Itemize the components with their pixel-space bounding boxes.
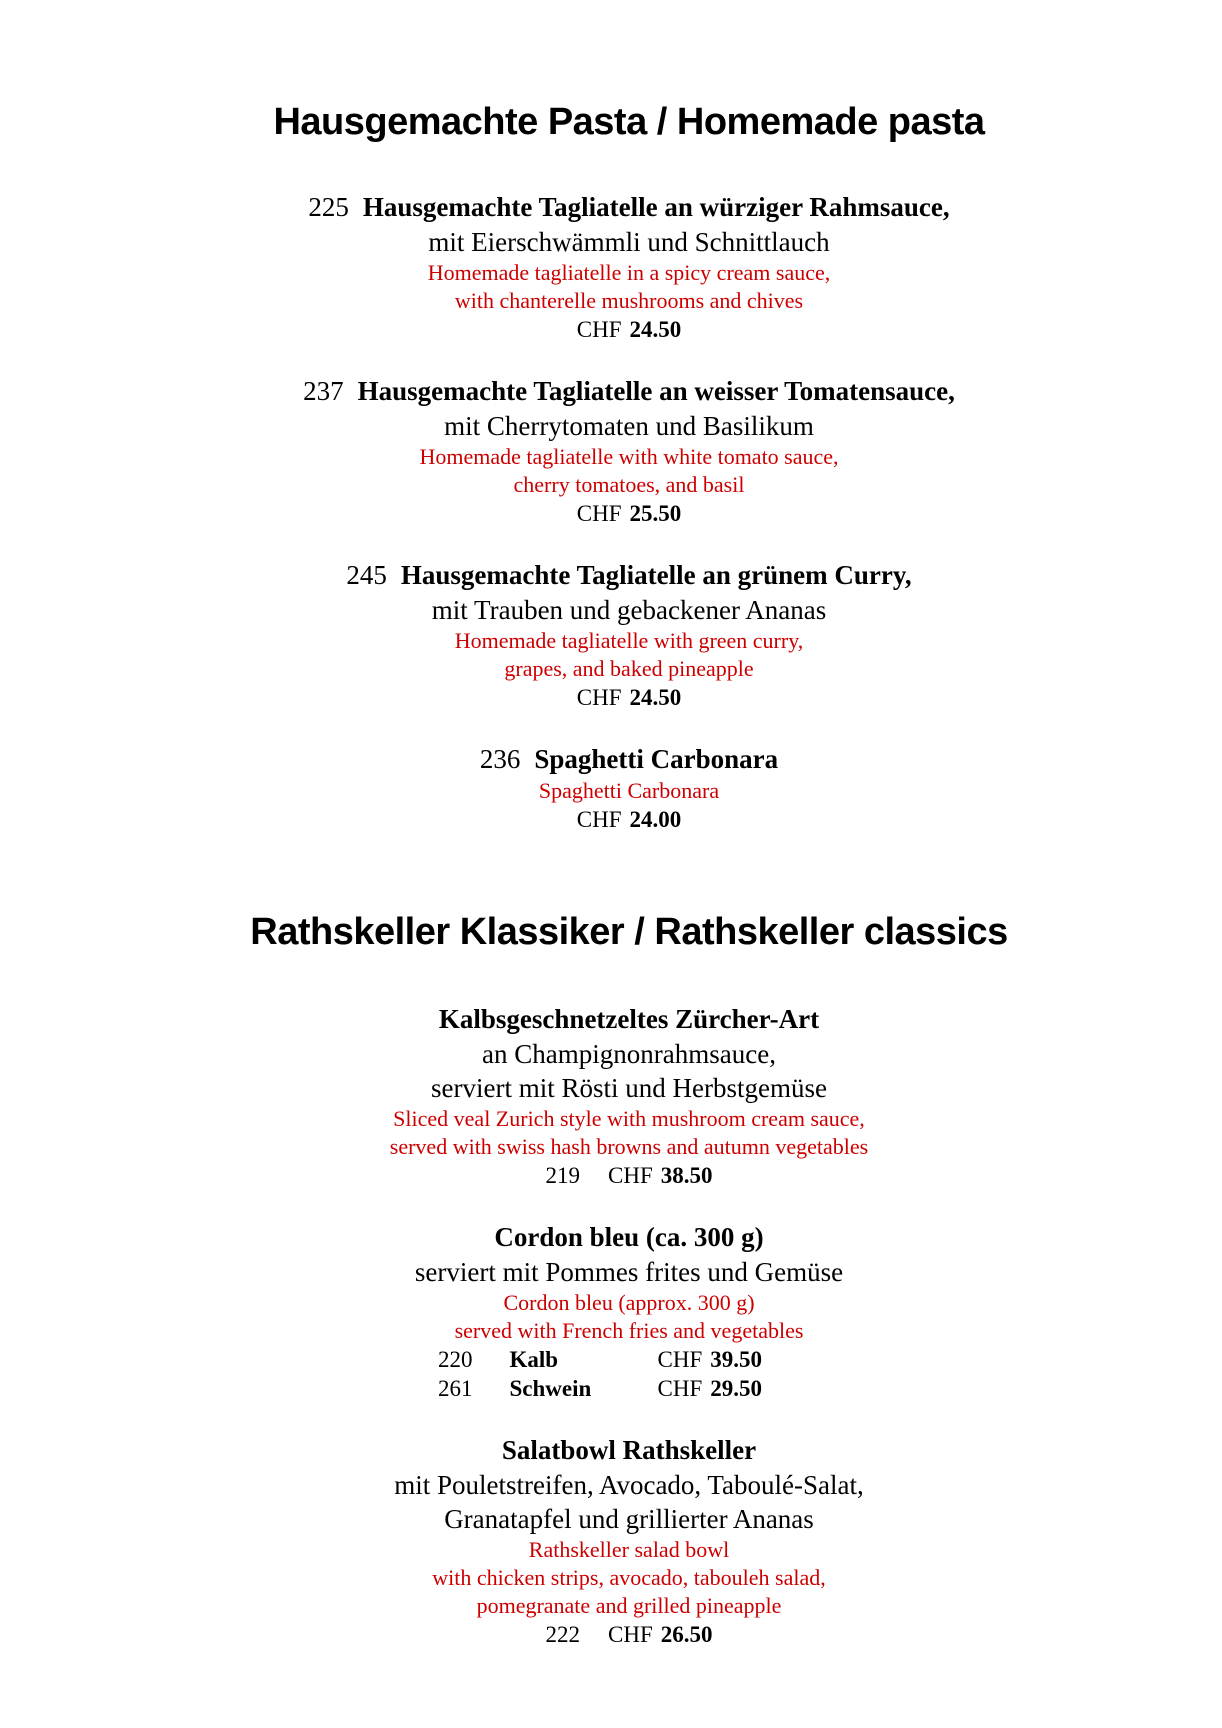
menu-item-tagliatelle-curry bbox=[36, 558, 1222, 712]
item-desc-en: served with swiss hash browns and autumn vegetables bbox=[389, 1134, 869, 1159]
price-amount: 38.50 bbox=[660, 1163, 713, 1188]
price-currency: CHF bbox=[608, 1622, 653, 1647]
price-amount: 26.50 bbox=[660, 1622, 713, 1647]
item-desc-de: serviert mit Rösti und Herbstgemüse bbox=[431, 1073, 827, 1103]
item-price bbox=[36, 683, 1222, 712]
item-price bbox=[36, 499, 1222, 528]
item-title-line bbox=[36, 1002, 1222, 1037]
item-title: Hausgemachte Tagliatelle an grünem Curry, bbox=[400, 560, 912, 590]
item-code: 225 bbox=[308, 192, 349, 222]
item-title-line bbox=[36, 742, 1222, 777]
item-title: Hausgemachte Tagliatelle an würziger Rahmsauce, bbox=[362, 192, 950, 222]
item-title-line bbox=[36, 558, 1222, 593]
item-desc-en: with chanterelle mushrooms and chives bbox=[454, 288, 804, 313]
item-desc-de: serviert mit Pommes frites und Gemüse bbox=[414, 1257, 844, 1287]
price-amount: 24.50 bbox=[629, 317, 682, 342]
menu-item-cordon-bleu bbox=[36, 1220, 1222, 1403]
item-desc-en: cherry tomatoes, and basil bbox=[513, 472, 745, 497]
item-desc-en: Homemade tagliatelle in a spicy cream sauce, bbox=[427, 260, 831, 285]
item-title-line bbox=[36, 190, 1222, 225]
item-price bbox=[36, 805, 1222, 834]
item-desc-de: mit Trauben und gebackener Ananas bbox=[431, 595, 827, 625]
price-currency: CHF bbox=[608, 1163, 653, 1188]
item-title-line bbox=[36, 1220, 1222, 1255]
menu-item-tagliatelle-tomatensauce bbox=[36, 374, 1222, 528]
item-title: Spaghetti Carbonara bbox=[534, 744, 779, 774]
menu-item-tagliatelle-rahmsauce bbox=[36, 190, 1222, 344]
item-code: 236 bbox=[479, 744, 521, 774]
item-code: 237 bbox=[303, 376, 344, 406]
item-title: Salatbowl Rathskeller bbox=[501, 1435, 757, 1465]
item-price bbox=[658, 1345, 798, 1374]
item-code: 245 bbox=[346, 560, 387, 590]
price-currency: CHF bbox=[657, 1347, 703, 1372]
item-desc-de: mit Pouletstreifen, Avocado, Taboulé-Salat, bbox=[394, 1470, 864, 1500]
item-desc-en: served with French fries and vegetables bbox=[454, 1318, 804, 1343]
item-desc-en: with chicken strips, avocado, tabouleh salad, bbox=[432, 1565, 826, 1590]
section-title-klassiker: Rathskeller Klassiker / Rathskeller classics bbox=[250, 911, 1008, 953]
price-amount: 25.50 bbox=[629, 501, 682, 526]
price-amount: 39.50 bbox=[710, 1347, 762, 1372]
variant-row-schwein bbox=[22, 1374, 1208, 1403]
item-price bbox=[36, 1161, 1222, 1190]
menu-item-spaghetti-carbonara bbox=[36, 742, 1222, 834]
item-desc-en: pomegranate and grilled pineapple bbox=[476, 1593, 782, 1618]
price-currency: CHF bbox=[657, 1376, 703, 1401]
item-code: 222 bbox=[545, 1622, 580, 1647]
item-code: 220 bbox=[438, 1347, 473, 1372]
item-title-line bbox=[36, 374, 1222, 409]
price-amount: 24.50 bbox=[629, 685, 682, 710]
item-desc-en: grapes, and baked pineapple bbox=[504, 656, 754, 681]
item-desc-en: Cordon bleu (approx. 300 g) bbox=[503, 1290, 755, 1315]
item-title: Hausgemachte Tagliatelle an weisser Tomatensauce, bbox=[357, 376, 955, 406]
item-title: Kalbsgeschnetzeltes Zürcher-Art bbox=[438, 1004, 820, 1034]
price-amount: 24.00 bbox=[629, 807, 682, 832]
item-desc-de: Granatapfel und grillierter Ananas bbox=[444, 1504, 814, 1534]
item-desc-en: Rathskeller salad bowl bbox=[528, 1537, 730, 1562]
price-amount: 29.50 bbox=[710, 1376, 762, 1401]
variant-label: Kalb bbox=[509, 1347, 559, 1372]
item-desc-en: Spaghetti Carbonara bbox=[538, 778, 720, 803]
item-desc-de: an Champignonrahmsauce, bbox=[482, 1039, 776, 1069]
item-desc-en: Sliced veal Zurich style with mushroom cream sauce, bbox=[393, 1106, 865, 1131]
item-desc-en: Homemade tagliatelle with white tomato sauce, bbox=[419, 444, 839, 469]
price-currency: CHF bbox=[576, 685, 622, 710]
item-price bbox=[36, 1620, 1222, 1649]
item-price bbox=[36, 315, 1222, 344]
item-code: 261 bbox=[438, 1376, 473, 1401]
menu-item-salatbowl bbox=[36, 1433, 1222, 1649]
item-price bbox=[658, 1374, 798, 1403]
price-currency: CHF bbox=[576, 807, 622, 832]
variant-label: Schwein bbox=[509, 1376, 592, 1401]
item-title: Cordon bleu (ca. 300 g) bbox=[494, 1222, 764, 1252]
item-desc-de: mit Cherrytomaten und Basilikum bbox=[444, 411, 814, 441]
item-title-line bbox=[36, 1433, 1222, 1468]
section-title-pasta: Hausgemachte Pasta / Homemade pasta bbox=[273, 101, 985, 143]
price-currency: CHF bbox=[576, 317, 622, 342]
price-currency: CHF bbox=[576, 501, 622, 526]
variant-row-kalb bbox=[22, 1345, 1208, 1374]
item-code: 219 bbox=[545, 1163, 580, 1188]
menu-item-kalbsgeschnetzeltes bbox=[36, 1002, 1222, 1190]
item-desc-en: Homemade tagliatelle with green curry, bbox=[454, 628, 804, 653]
item-desc-de: mit Eierschwämmli und Schnittlauch bbox=[428, 227, 830, 257]
